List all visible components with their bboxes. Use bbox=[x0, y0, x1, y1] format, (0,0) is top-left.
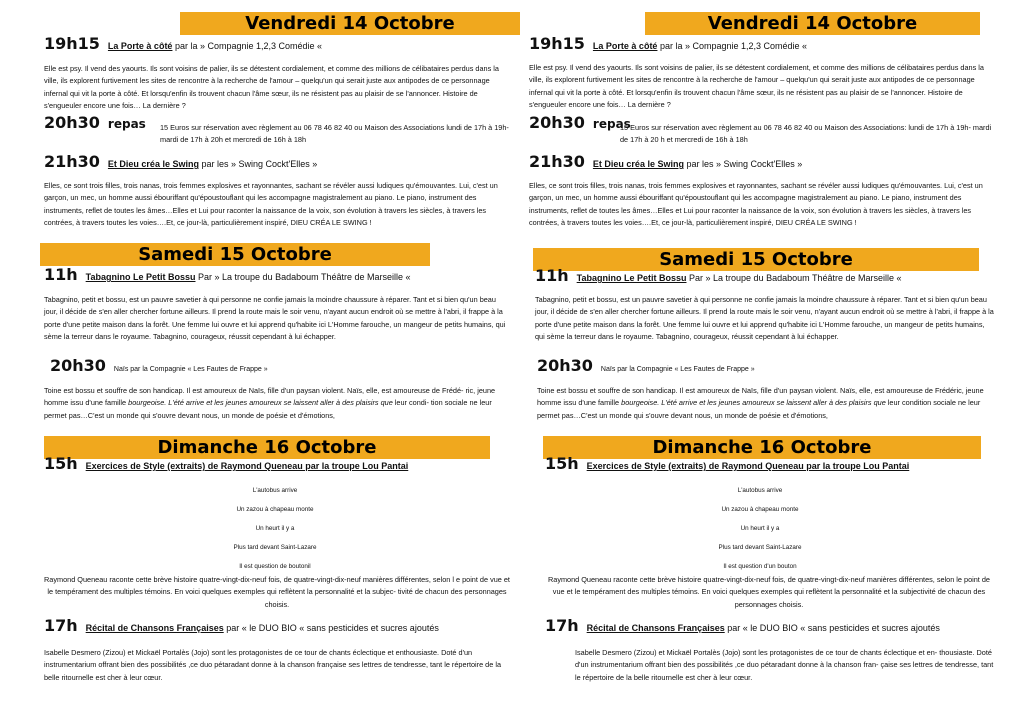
program-column-left bbox=[40, 0, 510, 724]
event-line-17h bbox=[545, 616, 995, 635]
event-title: La Porte à côté bbox=[107, 41, 173, 51]
event-description: Isabelle Desmero (Zizou) et Mickaël Portalès (Jojo) sont les protagonistes de ce tour de chants éclectique et enthousiaste. Doté d'un instrumentarium offrant bien des possibilités ,ce duo pétaradant donne à la chanson française ses lettres de tendresse, tant le répertoire de la belle ritournelle est cher à leur cœur. bbox=[44, 648, 502, 682]
event-description: Toine est bossu et souffre de son handicap. Il est amoureux de Naïs, fille d'un paysan violent. Naïs, elle, est amoureuse de Frédéric, jeune homme issu d'une famille bourgeoise. L'été arrive et les jeunes amoureux se laissent aller à des plaisirs que leur condition sociale ne leur permet pas…C'est un monde qui s'ouvre devant nous, un monde de poésie et d'émotions, bbox=[537, 386, 984, 420]
event-time: 15h bbox=[545, 454, 579, 473]
list-item: Un zazou à chapeau monte bbox=[236, 506, 314, 513]
repas-note: 15 Euros sur réservation avec règlement au 06 78 46 82 40 ou Maison des Associations lundi de 17h à 19h- mardi de 17h à 20h et mercredi de 16h à 18h bbox=[160, 123, 509, 144]
event-title: Récital de Chansons Françaises bbox=[85, 623, 224, 633]
list-item: Un heurt il y a bbox=[740, 525, 780, 532]
event-line-15h bbox=[545, 454, 995, 473]
list-item: Plus tard devant Saint-Lazare bbox=[718, 544, 802, 551]
event-line-sat-2030 bbox=[50, 356, 510, 376]
day-header-sunday: Dimanche 16 Octobre bbox=[44, 436, 490, 459]
day-header-saturday: Samedi 15 Octobre bbox=[40, 243, 430, 266]
event-time: 11h bbox=[44, 265, 78, 284]
program-column-right bbox=[525, 0, 995, 724]
event-time: 11h bbox=[535, 266, 569, 285]
event-title: Et Dieu créa le Swing bbox=[592, 159, 684, 169]
event-description: Elles, ce sont trois filles, trois nanas, trois femmes explosives et rayonnantes, sachant se révéler aussi ludiques qu'émouvantes. Lui, c'est un garçon, un mec, un homme aussi ébouriffant qu'époustouflant qui les accompagne magistralement au piano. Le piano, instrument des instruments, reflet de toutes les âmes…Elles et Lui pour raconter la naissance de la voix, son évolution à travers les siècles, à travers les contrées, à travers toutes les voies….Et, ce jour-là, particulièrement inspiré, DIEU CRÉA LE SWING ! bbox=[529, 181, 983, 228]
event-company: par « le DUO BIO « sans pesticides et sucres ajoutés bbox=[727, 623, 940, 633]
list-item: Un zazou à chapeau monte bbox=[721, 506, 799, 513]
event-company: Par » La troupe du Badaboum Théâtre de Marseille « bbox=[198, 272, 411, 282]
event-line-2130 bbox=[44, 152, 510, 171]
event-time: 19h15 bbox=[529, 34, 585, 53]
event-time: 20h30 bbox=[44, 113, 100, 132]
event-title: Tabagnino Le Petit Bossu bbox=[576, 273, 687, 283]
event-title: Exercices de Style (extraits) de Raymond Queneau par la troupe Lou Pantai bbox=[85, 461, 409, 471]
event-title: La Porte à côté bbox=[592, 41, 658, 51]
event-company: par la » Compagnie 1,2,3 Comédie « bbox=[174, 41, 323, 51]
list-item: L'autobus arrive bbox=[737, 487, 783, 494]
event-description: Elle est psy. Il vend des yaourts. Ils sont voisins de palier, ils se détestent cordialement, et comme des millions de célibataires perdus dans la ville, ils explorent furtivement les sites de rencontre à la recherche de l'amour – quelqu'un qui serait juste aux antipodes de ce personnage infernal qui vit la porte à côté. Et lorsqu'enfin ils trouvent chacun l'âme sœur, ils ne résistent pas au plaisir de se l'annoncer. Histoire de s'engueuler encore une fois… La dernière ? bbox=[44, 64, 499, 111]
event-time: 17h bbox=[44, 616, 78, 635]
day-header-friday: Vendredi 14 Octobre bbox=[180, 12, 520, 35]
event-time: 20h30 bbox=[529, 113, 585, 132]
list-item: Il est question de boutonil bbox=[239, 563, 311, 570]
event-description: Raymond Queneau raconte cette brève histoire quatre-vingt-dix-neuf fois, de quatre-vingt-dix-neuf manières différentes, selon le point de vue et le tempérament des multiples témoins. En voici quelques exemples qui reflètent la personnalité et la subjectivité de chacun des personnages choisis. bbox=[548, 575, 990, 609]
event-line-11h bbox=[535, 266, 995, 285]
event-time: 19h15 bbox=[44, 34, 100, 53]
event-description: Elles, ce sont trois filles, trois nanas, trois femmes explosives et rayonnantes, sachant se révéler aussi ludiques qu'émouvantes. Lui, c'est un garçon, un mec, un homme aussi ébouriffant qu'époustouflant qui les accompagne magistralement au piano. Le piano, instrument des instruments, reflet de toutes les âmes…Elles et Lui pour raconter la naissance de la voix, son évolution à travers les siècles, à travers les contrées, à travers toutes les voies….Et, ce jour-là, particulièrement inspiré, DIEU CRÉA LE SWING ! bbox=[44, 181, 498, 228]
event-description: Raymond Queneau raconte cette brève histoire quatre-vingt-dix-neuf fois, de quatre-vingt-dix-neuf manières différentes, selon l e point de vue et le tempérament des multiples témoins. En voici quelques exemples qui reflètent la personnalité et la subjec- tivité de chacun des personnages choisis. bbox=[44, 575, 510, 609]
list-item: Un heurt il y a bbox=[255, 525, 295, 532]
event-line-11h bbox=[44, 265, 510, 284]
event-company: par la » Compagnie 1,2,3 Comédie « bbox=[659, 41, 808, 51]
event-time: 21h30 bbox=[44, 152, 100, 171]
event-time: 15h bbox=[44, 454, 78, 473]
event-company: Naïs par la Compagnie « Les Fautes de Frappe » bbox=[600, 366, 755, 373]
event-title: Tabagnino Le Petit Bossu bbox=[85, 272, 196, 282]
event-description: Tabagnino, petit et bossu, est un pauvre savetier à qui personne ne confie jamais la moindre chaussure à réparer. Tant et si bien qu'un beau jour, il décide de s'en aller chercher fortune ailleurs. Il prend la route mais le soir venu, n'ayant aucun endroit où se mettre à l'abri, il frappe à la porte d'une petite maison dans la forêt. Une femme lui ouvre et lui apprend qu'habite ici L'Homme farouche, un mangeur de petits humains, qui sème la terreur dans le royaume. Tabagnino, courageux, réussit cependant à lui échapper. bbox=[535, 295, 994, 342]
repas-label: repas bbox=[107, 117, 146, 131]
list-item: L'autobus arrive bbox=[252, 487, 298, 494]
event-company: Naïs par la Compagnie « Les Fautes de Frappe » bbox=[113, 366, 268, 373]
event-time: 20h30 bbox=[537, 356, 593, 375]
event-company: par « le DUO BIO « sans pesticides et sucres ajoutés bbox=[226, 623, 439, 633]
list-item: Plus tard devant Saint-Lazare bbox=[233, 544, 317, 551]
day-header-friday: Vendredi 14 Octobre bbox=[645, 12, 980, 35]
list-item: Il est question d'un bouton bbox=[723, 563, 797, 570]
event-time: 20h30 bbox=[50, 356, 106, 375]
event-time: 17h bbox=[545, 616, 579, 635]
event-title: Récital de Chansons Françaises bbox=[586, 623, 725, 633]
event-line-2130 bbox=[529, 152, 995, 171]
repas-label: repas bbox=[592, 117, 631, 131]
event-line-15h bbox=[44, 454, 510, 473]
event-company: par les » Swing Cockt'Elles » bbox=[686, 159, 803, 169]
repas-note: 15 Euros sur réservation avec règlement au 06 78 46 82 40 ou Maison des Associations: lundi de 17h à 19h- mardi de 17h à 20 h et mercredi de 16h à 18h bbox=[620, 123, 992, 144]
event-title: Et Dieu créa le Swing bbox=[107, 159, 199, 169]
event-company: Par » La troupe du Badaboum Théâtre de Marseille « bbox=[689, 273, 902, 283]
event-line-1915 bbox=[44, 34, 510, 53]
event-line-sat-2030 bbox=[537, 356, 995, 376]
event-description: Elle est psy. Il vend des yaourts. Ils sont voisins de palier, ils se détestent cordialement, et comme des millions de célibataires perdus dans la ville, ils explorent furtivement les sites de rencontre à la recherche de l'amour – quelqu'un qui serait juste aux antipodes de ce personnage infernal qui vit la porte à côté. Et lorsqu'enfin ils trouvent chacun l'âme sœur, ils ne résistent pas au plaisir de se l'annoncer. Histoire de s'engueuler encore une fois… La dernière ? bbox=[529, 63, 984, 110]
event-company: par les » Swing Cockt'Elles » bbox=[201, 159, 318, 169]
event-line-1915 bbox=[529, 34, 995, 53]
event-title: Exercices de Style (extraits) de Raymond Queneau par la troupe Lou Pantai bbox=[586, 461, 910, 471]
event-line-17h bbox=[44, 616, 510, 635]
event-time: 21h30 bbox=[529, 152, 585, 171]
event-description: Tabagnino, petit et bossu, est un pauvre savetier à qui personne ne confie jamais la moindre chaussure à réparer. Tant et si bien qu'un beau jour, il décide de s'en aller chercher fortune ailleurs. Il prend la route mais le soir venu, n'ayant aucun endroit où se mettre à l'abri, il frappe à la porte d'une petite maison dans la forêt. Une femme lui ouvre et lui apprend qu'habite ici L'Homme farouche, un mangeur de petits humains, qui sème la terreur dans le royaume. Tabagnino, courageux, réussit cependant à lui échapper. bbox=[44, 295, 506, 342]
event-description: Toine est bossu et souffre de son handicap. Il est amoureux de Naïs, fille d'un paysan violent. Naïs, elle, est amoureuse de Frédé- ric, jeune homme issu d'une famille bourgeoise. L'été arrive et les jeunes amoureux se laissent aller à des plaisirs que leur condi- tion sociale ne leur permet pas…C'est un monde qui s'ouvre devant nous, un monde de poésie et d'émotions, bbox=[44, 386, 496, 420]
exercise-list bbox=[40, 481, 510, 576]
day-header-sunday: Dimanche 16 Octobre bbox=[543, 436, 981, 459]
exercise-list bbox=[525, 481, 995, 576]
day-header-saturday: Samedi 15 Octobre bbox=[533, 248, 979, 271]
event-description: Isabelle Desmero (Zizou) et Mickaël Portalès (Jojo) sont les protagonistes de ce tour de chants éclectique et en- thousiaste. Doté d'un instrumentarium offrant bien des possibilités ,ce duo pétaradant donne à la chanson fran- çaise ses lettres de tendresse, tant le répertoire de la belle ritournelle est cher à leur cœur. bbox=[575, 648, 994, 682]
